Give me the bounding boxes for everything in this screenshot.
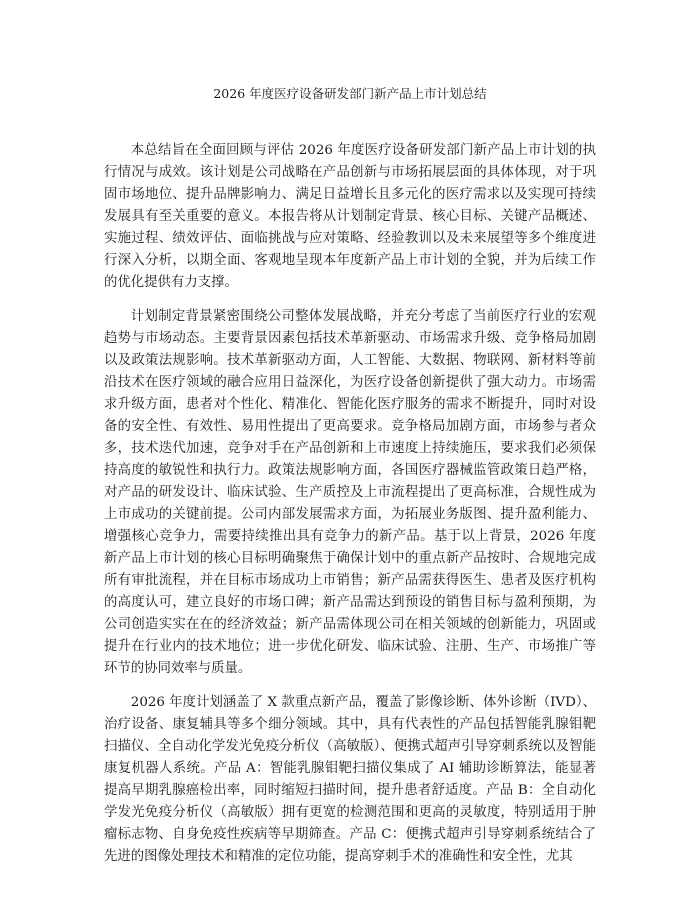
paragraph-products: 2026 年度计划涵盖了 X 款重点新产品，覆盖了影像诊断、体外诊断（IVD）、治疗设备、康复辅具等多个细分领域。其中，具有代表性的产品包括智能乳腺钼靶扫描仪、全自动化学发光免疫分析仪（高敏版）、便携式超声引导穿刺系统以及智能康复机器人系统。产品 A：智能乳腺钼靶扫描仪集成了 AI 辅助诊断算法，能显著提高早期乳腺癌检出率，同时缩短扫描时间，提升患者舒适度。产品 B：全自动化学发光免疫分析仪（高敏版）拥有更宽的检测范围和更高的灵敏度，特别适用于肿瘤标志物、自身免疫性疾病等早期筛查。产品 C：便携式超声引导穿刺系统结合了先进的图像处理技术和精准的定位功能，提高穿刺手术的准确性和安全性，尤其: [104, 695, 596, 864]
paragraph-background-and-goals: 计划制定背景紧密围绕公司整体发展战略，并充分考虑了当前医疗行业的宏观趋势与市场动态。主要背景因素包括技术革新驱动、市场需求升级、竞争格局加剧以及政策法规影响。技术革新驱动方面，人工智能、大数据、物联网、新材料等前沿技术在医疗领域的融合应用日益深化，为医疗设备创新提供了强大动力。市场需求升级方面，患者对个性化、精准化、智能化医疗服务的需求不断提升，同时对设备的安全性、有效性、易用性提出了更高要求。竞争格局加剧方面，市场参与者众多，技术迭代加速，竞争对手在产品创新和上市速度上持续施压，要求我们必须保持高度的敏锐性和执行力。政策法规影响方面，各国医疗器械监管政策日趋严格，对产品的研发设计、临床试验、生产质控及上市流程提出了更高标准，合规性成为上市成功的关键前提。公司内部发展需求方面，为拓展业务版图、提升盈利能力、增强核心竞争力，需要持续推出具有竞争力的新产品。基于以上背景，2026 年度新产品上市计划的核心目标明确聚焦于确保计划中的重点新产品按时、合规地完成所有审批流程，并在目标市场成功上市销售；新产品需获得医生、患者及医疗机构的高度认可，建立良好的市场口碑；新产品需达到预设的销售目标与盈利预期，为公司创造实实在在的经济效益；新产品需体现公司在相关领域的创新能力，巩固或提升在行业内的技术地位；进一步优化研发、临床试验、注册、生产、市场推广等环节的协同效率与质量。: [104, 309, 596, 676]
paragraph-intro: 本总结旨在全面回顾与评估 2026 年度医疗设备研发部门新产品上市计划的执行情况与成效。该计划是公司战略在产品创新与市场拓展层面的具体体现，对于巩固市场地位、提升品牌影响力、满足日益增长且多元化的医疗需求以及实现可持续发展具有至关重要的意义。本报告将从计划制定背景、核心目标、关键产品概述、实施过程、绩效评估、面临挑战与应对策略、经验教训以及未来展望等多个维度进行深入分析，以期全面、客观地呈现本年度新产品上市计划的全貌，并为后续工作的优化提供有力支撑。: [104, 143, 596, 290]
document-title: 2026 年度医疗设备研发部门新产品上市计划总结: [213, 86, 487, 101]
document-body: [104, 140, 596, 880]
